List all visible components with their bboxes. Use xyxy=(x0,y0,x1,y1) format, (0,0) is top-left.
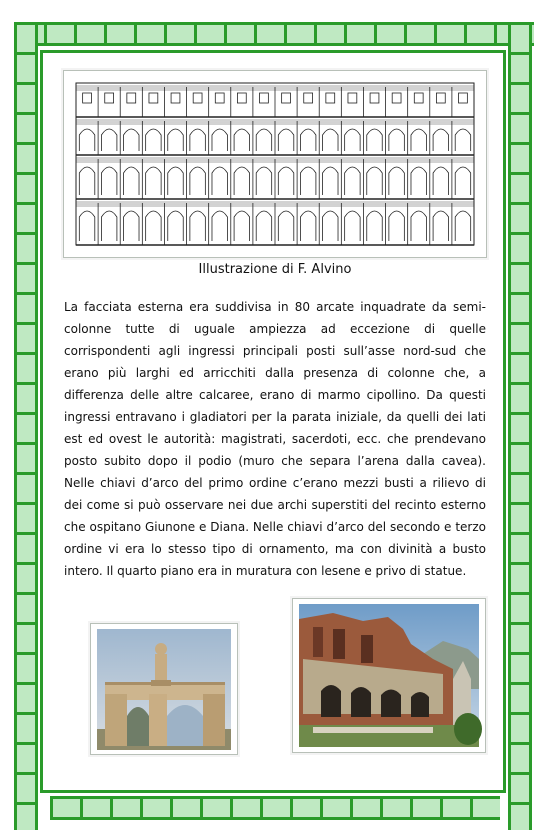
border-right xyxy=(508,22,532,830)
border-bottom xyxy=(50,796,500,820)
facade-illustration xyxy=(63,70,487,258)
body-paragraph: La facciata esterna era suddivisa in 80 arcate inquadrate da semicolonne tutte di uguale ampiezza ad eccezione di quelle corrispondenti agli ingressi principali posti sull’asse nord-sud che erano più larghi ed arricchiti dalla presenza di colonne che, a differenza delle altre calcaree, erano di marmo cipollino. Da questi ingressi entravano i gladiatori per la parata iniziale, da quelli dei lati est ed ovest le autorità: magistrati, sacerdoti, ecc. che prendevano posto subito dopo il podio (muro che separa l’arena dalla cavea). Nelle chiavi d’arco del primo ordine c’erano mezzi busti a rilievo di dei come si può osservare nei due archi superstiti del recinto esterno che ospitano Giunone e Diana. Nelle chiavi d’arco del secondo e terzo ordine vi era lo stesso tipo di ornamento, ma con divinità a busto intero. Il quarto piano era in muratura con lesene e privo di statue. xyxy=(64,300,486,578)
arch-photo xyxy=(90,623,238,755)
border-top xyxy=(14,22,534,46)
border-inner-bottom xyxy=(40,790,506,793)
border-inner-right xyxy=(503,50,506,793)
border-inner-left xyxy=(40,50,43,793)
figure-caption: Illustrazione di F. Alvino xyxy=(198,262,352,277)
border-inner-top xyxy=(40,50,506,53)
border-left xyxy=(14,22,38,830)
amphitheater-photo xyxy=(292,598,486,753)
